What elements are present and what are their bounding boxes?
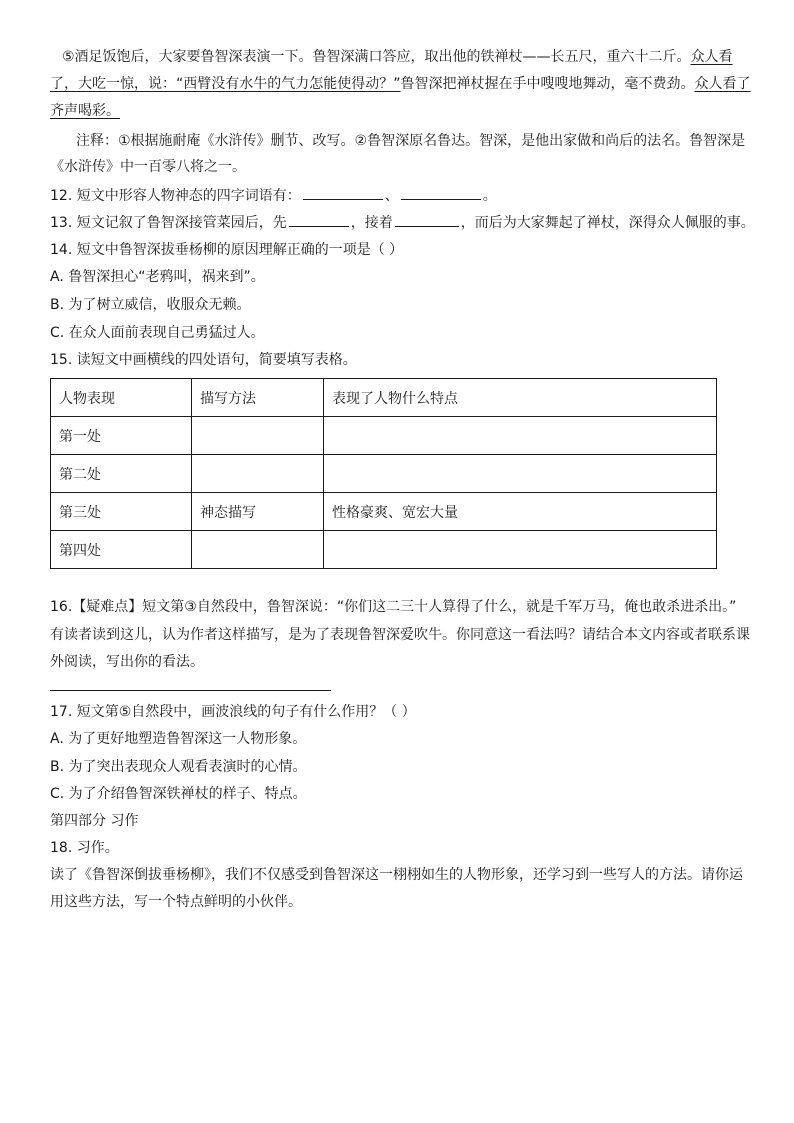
underlined-sentence-4-cont: 齐声喝彩。 <box>50 103 120 119</box>
table-answer-cell[interactable] <box>324 417 717 455</box>
question-18-line2: 用这些方法，写一个特点鲜明的小伙伴。 <box>50 894 302 910</box>
underlined-sentence-4: 众人看了 <box>694 76 751 92</box>
table-answer-cell[interactable] <box>192 455 324 493</box>
underlined-sentence-3: 众人看 <box>690 49 733 65</box>
period: 。 <box>482 188 497 204</box>
question-12 <box>50 185 750 206</box>
underlined-sentence-3-cont: 了，大吃一惊，说：“西臂没有水牛的气力怎能使得动？” <box>50 76 401 92</box>
table-cell: 第三处 <box>51 493 192 531</box>
table-row <box>51 493 717 531</box>
question-13-mid: ，接着 <box>350 215 393 231</box>
question-12-stem: 12. 短文中形容人物神态的四字词语有： <box>50 188 301 204</box>
table-row <box>51 417 717 455</box>
answer-blank[interactable] <box>289 212 349 227</box>
question-15-stem: 15. 读短文中画横线的四处语句，简要填写表格。 <box>50 352 357 368</box>
table-cell: 神态描写 <box>192 493 324 531</box>
passage-p5-line2 <box>50 74 750 94</box>
passage-p5-line1 <box>62 47 762 67</box>
table-row <box>51 455 717 493</box>
question-13-stem: 13. 短文记叙了鲁智深接管菜园后，先 <box>50 215 287 231</box>
table-cell: 第一处 <box>51 417 192 455</box>
table-header: 描写方法 <box>192 379 324 417</box>
question-14-option-a[interactable]: A. 鲁智深担心“老鸦叫，祸来到”。 <box>50 269 265 285</box>
question-17-stem: 17. 短文第⑤自然段中，画波浪线的句子有什么作用？（ ） <box>50 704 416 720</box>
table-answer-cell[interactable] <box>324 531 717 569</box>
answer-blank[interactable] <box>401 185 481 200</box>
note-line1: 注释：①根据施耐庵《水浒传》删节、改写。②鲁智深原名鲁达。智深，是他出家做和尚后的法名。鲁智深是 <box>76 133 746 149</box>
note-line2: 《水浒传》中一百零八将之一。 <box>50 159 246 175</box>
question-17-option-a[interactable]: A. 为了更好地塑造鲁智深这一人物形象。 <box>50 731 307 747</box>
question-14-stem: 14. 短文中鲁智深拔垂杨柳的原因理解正确的一项是（ ） <box>50 242 404 258</box>
table-header: 表现了人物什么特点 <box>324 379 717 417</box>
passage-text: ⑤酒足饭饱后，大家要鲁智深表演一下。鲁智深满口答应，取出他的铁禅杖——长五尺，重六十二斤。 <box>62 49 691 65</box>
table-row <box>51 531 717 569</box>
table-answer-cell[interactable] <box>192 531 324 569</box>
section-heading: 第四部分 习作 <box>50 813 139 829</box>
question-18-stem: 18. 习作。 <box>50 840 119 856</box>
question-16-text: 短文第③自然段中，鲁智深说：“你们这二三十人算得了什么，就是千军万马，俺也敢杀进杀出。” <box>142 599 737 615</box>
question-13 <box>50 212 755 233</box>
answer-table <box>50 378 717 569</box>
table-header-row <box>51 379 717 417</box>
answer-blank[interactable] <box>395 212 459 227</box>
question-14-option-c[interactable]: C. 在众人面前表现自己勇猛过人。 <box>50 325 265 341</box>
table-cell: 第四处 <box>51 531 192 569</box>
question-17-option-c[interactable]: C. 为了介绍鲁智深铁禅杖的样子、特点。 <box>50 786 307 802</box>
question-16-line3: 外阅读，写出你的看法。 <box>50 654 204 670</box>
question-14-option-b[interactable]: B. 为了树立威信，收服众无赖。 <box>50 297 251 313</box>
answer-line[interactable] <box>50 690 331 691</box>
passage-p5-line3 <box>50 101 750 121</box>
question-16-line2: 有读者读到这儿，认为作者这样描写，是为了表现鲁智深爱吹牛。你同意这一看法吗？请结合本文内容或者联系课 <box>50 627 750 643</box>
answer-blank[interactable] <box>303 185 383 200</box>
table-header: 人物表现 <box>51 379 192 417</box>
question-13-end: ，而后为大家舞起了禅杖，深得众人佩服的事。 <box>460 215 755 231</box>
table-answer-cell[interactable] <box>192 417 324 455</box>
separator: 、 <box>384 188 399 204</box>
question-17-option-b[interactable]: B. 为了突出表现众人观看表演时的心情。 <box>50 759 307 775</box>
question-number: 16. <box>50 599 73 615</box>
table-cell: 性格豪爽、宽宏大量 <box>324 493 717 531</box>
table-cell: 第二处 <box>51 455 192 493</box>
question-18-line1: 读了《鲁智深倒拔垂杨柳》，我们不仅感受到鲁智深这一栩栩如生的人物形象，还学习到一些写人的方法。请你运 <box>50 867 743 883</box>
table-answer-cell[interactable] <box>324 455 717 493</box>
passage-text: 鲁智深把禅杖握在手中嗖嗖地舞动，毫不费劲。 <box>400 76 695 92</box>
difficulty-tag: 【疑难点】 <box>72 599 143 615</box>
question-16-line1 <box>50 597 750 617</box>
